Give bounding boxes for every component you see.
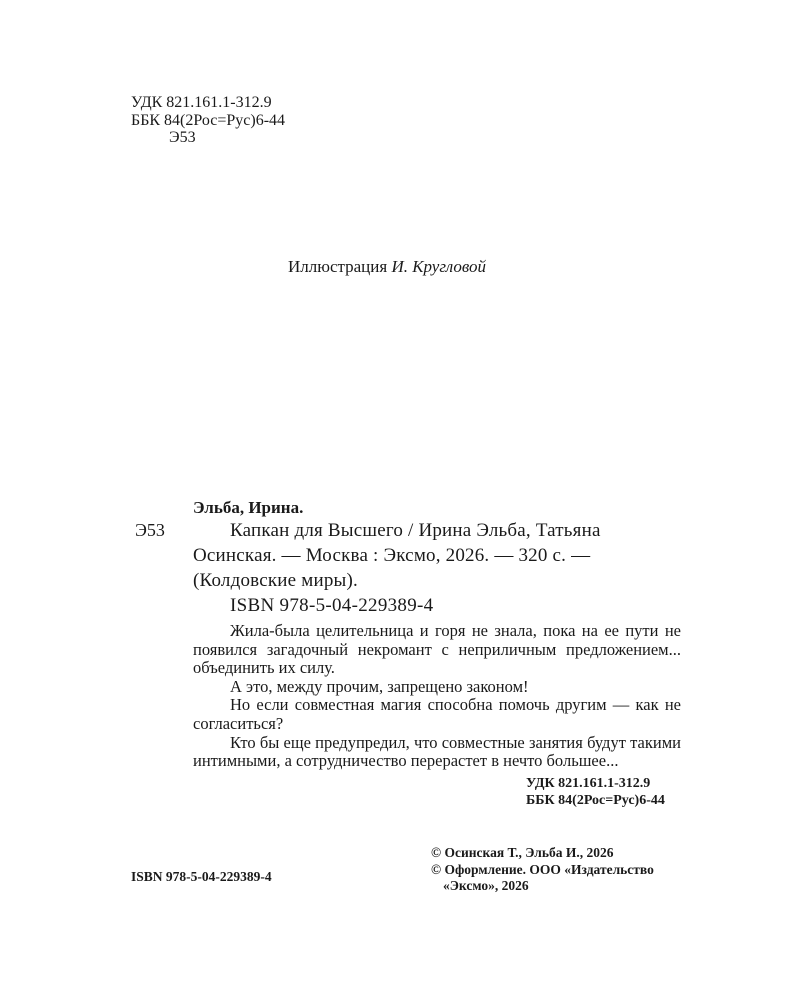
annotation-paragraph: Но если совместная магия способна помочь другим — как не согласиться? <box>193 695 681 733</box>
annotation-paragraph: Жила-была целительница и горя не знала, пока на ее пути не появился загадочный некромант с неприличным предложением... объединить их силу. <box>193 621 681 678</box>
catalog-isbn: ISBN 978-5-04-229389-4 <box>230 595 434 616</box>
biblio-line: Капкан для Высшего / Ирина Эльба, Татьяна <box>230 520 601 541</box>
copyright-block <box>431 845 654 895</box>
catalog-author: Эльба, Ирина. <box>193 498 304 517</box>
copyright-line: © Оформление. ООО «Издательство <box>431 861 654 877</box>
catalog-author-mark: Э53 <box>135 520 165 540</box>
top-author-mark: Э53 <box>169 129 196 146</box>
copyright-line: © Осинская Т., Эльба И., 2026 <box>431 845 614 860</box>
catalog-bibliographic-description <box>193 518 601 593</box>
top-bbk: ББК 84(2Рос=Рус)6-44 <box>131 112 286 129</box>
catalog-udk: УДК 821.161.1-312.9 <box>526 776 651 791</box>
top-udk: УДК 821.161.1-312.9 <box>131 94 272 111</box>
catalog-bbk: ББК 84(2Рос=Рус)6-44 <box>526 793 665 808</box>
biblio-line: (Колдовские миры). <box>193 570 358 591</box>
copyright-line: «Эксмо», 2026 <box>443 878 529 893</box>
biblio-line: Осинская. — Москва : Эксмо, 2026. — 320 с. — <box>193 545 591 566</box>
footer-isbn: ISBN 978-5-04-229389-4 <box>131 869 272 884</box>
catalog-annotation <box>193 622 681 771</box>
illustration-prefix: Иллюстрация <box>288 257 388 276</box>
annotation-paragraph: А это, между прочим, запрещено законом! <box>230 676 529 696</box>
annotation-paragraph: Кто бы еще предупредил, что совместные занятия будут такими интимными, а сотрудничество перерастет в нечто большее... <box>193 732 681 771</box>
illustration-artist: И. Кругловой <box>391 257 487 276</box>
illustration-credit <box>288 257 486 277</box>
